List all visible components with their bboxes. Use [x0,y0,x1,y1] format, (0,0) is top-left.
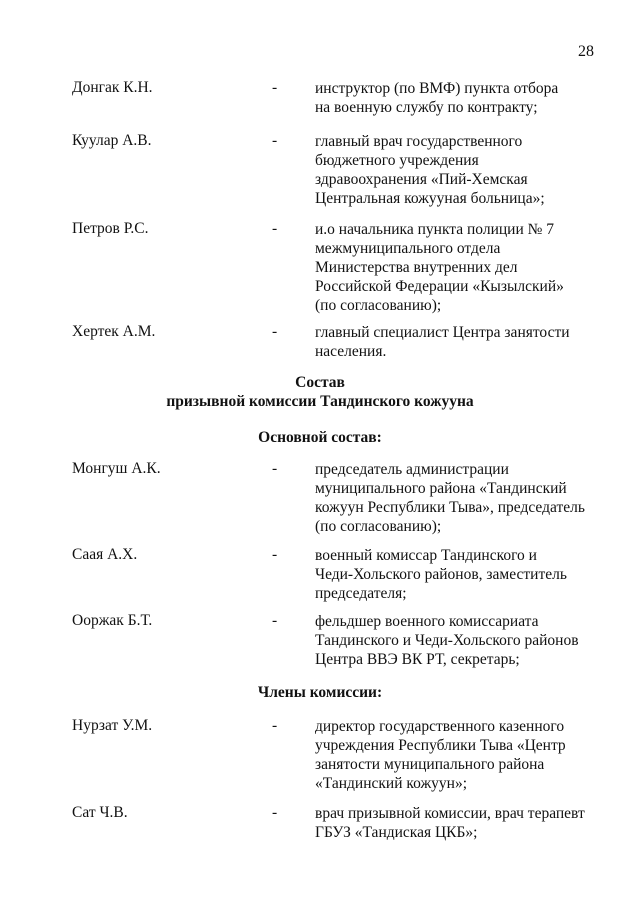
role-line: директор государственного казенного [315,718,565,735]
member-role [315,612,605,669]
member-name: Ооржак Б.Т. [72,612,153,629]
member-role [315,220,605,315]
section-title: Состав [295,374,345,391]
dash: - [272,323,278,340]
role-line: (по согласованию); [315,518,442,535]
dash: - [272,79,278,96]
dash: - [272,717,278,734]
role-line: инструктор (по ВМФ) пункта отбора [315,80,559,97]
role-line: Министерства внутренних дел [315,259,518,276]
role-line: Тандинского и Чеди-Хольского районов [315,632,579,649]
role-line: кожуун Республики Тыва», председатель [315,499,585,516]
role-line: на военную службу по контракту; [315,99,538,116]
role-line: фельдшер военного комиссариата [315,613,539,630]
member-name: Монгуш А.К. [72,460,161,477]
dash: - [272,220,278,237]
dash: - [272,612,278,629]
member-role [315,804,605,842]
role-line: и.о начальника пункта полиции № 7 [315,221,555,238]
role-line: военный комиссар Тандинского и [315,547,537,564]
role-line: бюджетного учреждения [315,152,479,169]
role-line: председатель администрации [315,461,509,478]
role-line: ГБУЗ «Тандиская ЦКБ»; [315,824,478,841]
role-line: «Тандинский кожуун»; [315,775,468,792]
dash: - [272,546,278,563]
role-line: (по согласованию); [315,297,442,314]
member-name: Куулар А.В. [72,132,152,149]
role-line: занятости муниципального района [315,756,545,773]
section-subtitle: призывной комиссии Тандинского кожууна [166,393,474,410]
member-role [315,717,605,793]
member-name: Нурзат У.М. [72,717,153,734]
role-line: главный врач государственного [315,133,523,150]
member-role [315,323,605,361]
role-line: межмуниципального отдела [315,240,501,257]
main-composition-heading: Основной состав: [258,429,382,446]
role-line: Центра ВВЭ ВК РТ, секретарь; [315,651,520,668]
page-number: 28 [578,43,594,60]
role-line: главный специалист Центра занятости [315,324,570,341]
role-line: здравоохранения «Пий-Хемская [315,171,528,188]
dash: - [272,804,278,821]
role-line: муниципального района «Тандинский [315,480,567,497]
role-line: учреждения Республики Тыва «Центр [315,737,566,754]
role-line: врач призывной комиссии, врач терапевт [315,805,585,822]
members-heading: Члены комиссии: [257,684,383,701]
member-name: Сат Ч.В. [72,804,128,821]
role-line: населения. [315,343,387,360]
member-name: Хертек А.М. [72,323,156,340]
member-role [315,460,605,536]
role-line: Центральная кожууная больница»; [315,190,545,207]
member-name: Донгак К.Н. [72,79,153,96]
member-role [315,546,605,603]
role-line: председателя; [315,585,407,602]
member-name: Саая А.Х. [72,546,138,563]
member-role [315,79,605,117]
role-line: Российской Федерации «Кызылский» [315,278,564,295]
dash: - [272,460,278,477]
member-role [315,132,605,208]
member-name: Петров Р.С. [72,220,149,237]
role-line: Чеди-Хольского районов, заместитель [315,566,567,583]
dash: - [272,132,278,149]
